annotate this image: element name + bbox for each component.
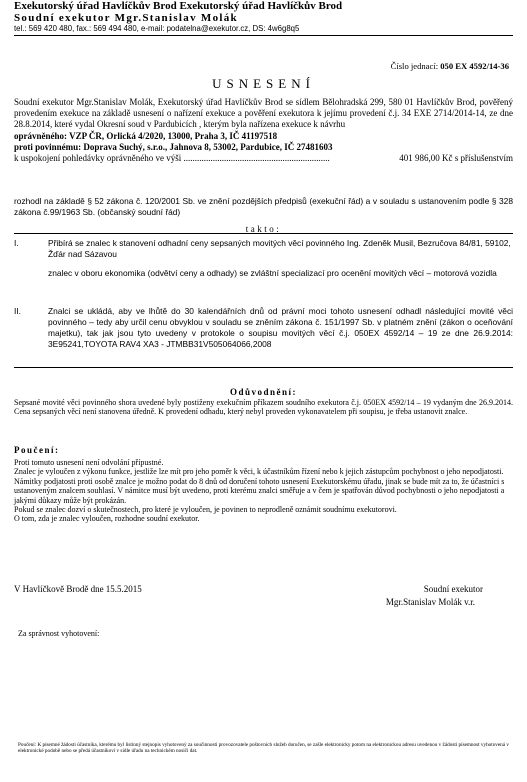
claim-text: k uspokojení pohledávky oprávněného ve výši ................................................................. (14, 153, 330, 164)
order-item-1 (14, 238, 513, 279)
order-item-2-text: Znalci se ukládá, aby ve lhůtě do 30 kalendářních dnů od právní moci tohoto usnesení odhadl následující movité věci povinného – tedy aby určil cenu obvyklou v souladu se zněním zákona č. 151/1997 Sb. v platném znění (zákon o oceňování majetku), tak jak jsou tyto uvedeny v protokole o soupisu movitých věcí č.j. 050EX 4592/14 – 19 ze dne 26.9.2014: 3E95241,TOYOTA RAV4 XA3 - JTMBB31V505064066,2008 (48, 306, 513, 349)
letterhead-office: Exekutorský úřad Havlíčkův Brod Exekutorský úřad Havlíčkův Brod (14, 0, 343, 12)
creditor-value: VZP ČR, Orlická 4/2020, 13000, Praha 3, IČ 41197518 (67, 130, 278, 141)
case-number-value: 050 EX 4592/14-36 (440, 61, 509, 71)
reasoning-heading: Odůvodnění: (229, 387, 298, 397)
case-number (391, 61, 509, 71)
instruction-text (14, 458, 513, 524)
signature-name: Mgr.Stanislav Molák v.r. (385, 597, 475, 608)
instruction-heading: Poučení: (14, 445, 60, 455)
document-title: USNESENÍ (212, 76, 315, 91)
instruction-line-4: Pokud se znalec dozví o skutečnostech, pro které je vyloučen, je povinen to neprodleně oznámit soudnímu exekutorovi. (14, 505, 397, 515)
signature-block (14, 584, 513, 608)
certification-label: Za správnost vyhotovení: (18, 629, 100, 638)
reasoning-text: Sepsané movité věci povinného shora uvedené byly postiženy exekučním příkazem soudního exekutora č.j. 050EX 4592/14 – 19 vydaným dne 26.9.2014. Cena sepsaných věcí není stanovena úředně. K provedení odhadu, který nebyl proveden vykonavatelem při soupisu, je třeba ustanovit znalce. (14, 398, 513, 417)
place-date: V Havlíčkově Brodě dne 15.5.2015 (14, 584, 142, 594)
intro-section (14, 97, 513, 164)
order-item-1-text: Přibírá se znalec k stanovení odhadní ceny sepsaných movitých věcí povinného Ing. Zdeněk Musil, Bezručova 84/81, 59102, Žďár nad Sázavou (48, 238, 511, 259)
intro-paragraph: Soudní exekutor Mgr.Stanislav Molák, Exekutorský úřad Havlíčkův Brod se sídlem Bělohradská 299, 580 01 Havlíčkův Brod, pověřený provedením exekuce na základě usnesení o nařízení exekuce a pověření exekutora k jejímu provedení č.j. 34 EXE 2714/2014-14, ze dne 28.8.2014, které vydal Okresní soud v Pardubicích , kterým byla nařízena exekuce k návrhu (14, 97, 513, 130)
order-item-1-number: I. (14, 238, 19, 248)
signature-role: Soudní exekutor (423, 584, 483, 594)
order-item-1-text-2: znalec v oboru ekonomika (odvětví ceny a odhady) se zvláštní specializací pro ocenění movitých věcí – motorová vozidla (48, 268, 497, 278)
footer-note: Poučení: K písemné žádosti účastníka, kterému byl listinný stejnopis vyhotovený za součinnosti provozovatele poštovních služeb doručen, se zašle elektronicky potom na elektronickou adresu uvedenou v žádosti písemnost vyhotovená v elektronické podobě nebo se předá účastníkovi v sídle úřadu na technickém nosiči dat. (18, 742, 509, 755)
instruction-line-3: Námitky podjatosti proti osobě znalce je možno podat do 8 dnů od doručení tohoto usnesení Exekutorskému úřadu, jinak se bude mít za to, že účastníci s ustanoveným znalcem souhlasí. V námitce musí být uvedeno, proti kterému znalci směřuje a v čem je spatřován důvod pochybnosti o jeho nepodjatosti a jakými důkazy může být prokázán. (14, 476, 505, 505)
claim-amount: 401 986,00 Kč s příslušenstvím (399, 153, 513, 164)
letterhead (14, 0, 513, 36)
divider-top (14, 233, 513, 234)
takto-heading: takto: (245, 224, 282, 234)
claim-line (14, 153, 513, 164)
debtor-line: proti povinnému: Doprava Suchý, s.r.o., Jahnova 8, 53002, Pardubice, IČ 27481603 (14, 141, 333, 152)
divider-bottom (14, 367, 513, 368)
instruction-line-5: O tom, zda je znalec vyloučen, rozhodne soudní exekutor. (14, 514, 200, 524)
order-item-2-number: II. (14, 306, 21, 316)
order-item-2 (14, 306, 513, 350)
letterhead-contact: tel.: 569 420 480, fax.: 569 494 480, e-mail: podatelna@exekutor.cz, DS: 4w6g8q5 (14, 24, 513, 36)
letterhead-executor: Soudní exekutor Mgr.Stanislav Molák (14, 12, 238, 24)
instruction-line-2: Znalec je vyloučen z výkonu funkce, jestliže lze mít pro jeho poměr k věci, k účastníkům řízení nebo k jejich zástupcům pochybnost o jeho nepodjatosti. (14, 467, 504, 477)
debtor-value: Doprava Suchý, s.r.o., Jahnova 8, 53002, Pardubice, IČ 27481603 (81, 141, 333, 152)
case-number-label: Číslo jednací: (390, 61, 439, 71)
instruction-line-1: Proti tomuto usnesení není odvolání přípustné. (14, 458, 164, 467)
creditor-line: oprávněného: VZP ČR, Orlická 4/2020, 13000, Praha 3, IČ 41197518 (14, 130, 278, 141)
legal-basis: rozhodl na základě § 52 zákona č. 120/2001 Sb. ve znění pozdějších předpisů (exekuční řád) a v souladu s ustanovením podle § 328 zákona č.99/1963 Sb. (občanský soudní řád) (14, 196, 513, 217)
